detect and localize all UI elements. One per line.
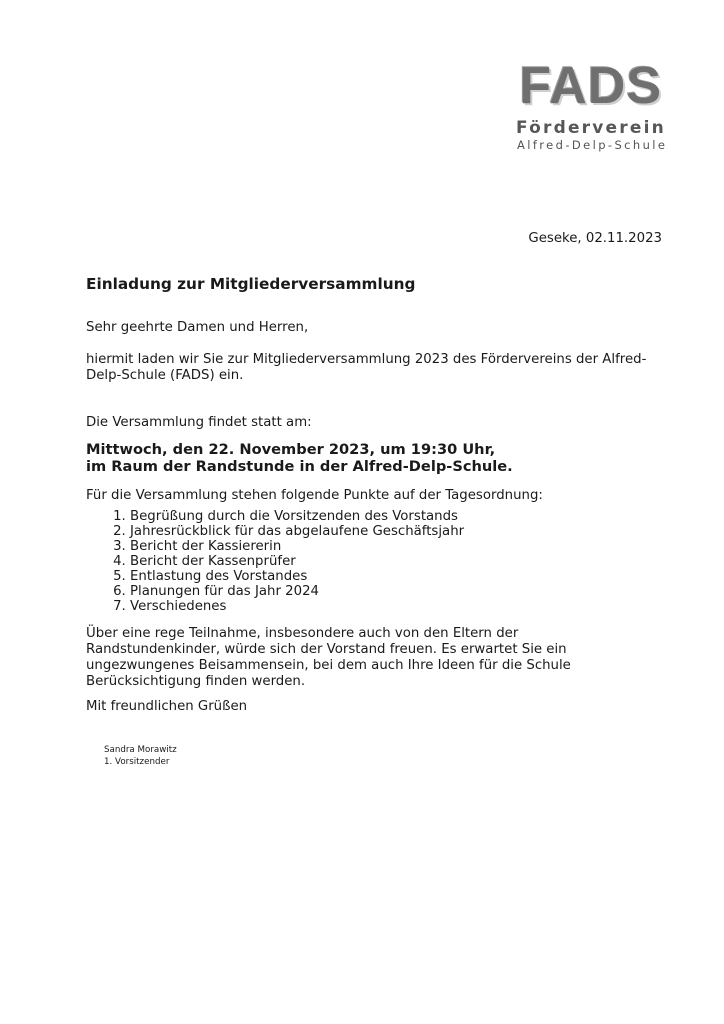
intro-paragraph: hiermit laden wir Sie zur Mitgliederversammlung 2023 des Fördervereins der Alfred-Delp-Schule (FADS) ein. (86, 352, 647, 383)
agenda-item: 4. Bericht der Kassenprüfer (130, 554, 464, 569)
signature-name: Sandra Morawitz (104, 745, 177, 755)
logo-wordmark: FADS (519, 57, 662, 115)
signature-role: 1. Vorsitzender (104, 757, 170, 767)
agenda-item: 7. Verschiedenes (130, 599, 464, 614)
greeting: Mit freundlichen Grüßen (86, 699, 248, 714)
salutation: Sehr geehrte Damen und Herren, (86, 320, 309, 335)
letter-title: Einladung zur Mitgliederversammlung (86, 275, 416, 293)
logo-subtitle: Förderverein (516, 118, 666, 138)
agenda-intro: Für die Versammlung stehen folgende Punkte auf der Tagesordnung: (86, 488, 543, 503)
venue-intro: Die Versammlung findet statt am: (86, 415, 312, 430)
agenda-list (92, 509, 464, 614)
letter-date: Geseke, 02.11.2023 (528, 231, 662, 246)
agenda-item: 3. Bericht der Kassiererin (130, 539, 464, 554)
closing-paragraph: Über eine rege Teilnahme, insbesondere auch von den Eltern der Randstundenkinder, würde sich der Vorstand freuen. Es erwartet Sie ein ungezwungenes Beisammensein, bei dem auch Ihre Ideen für die Schule Berücksichtigung finden werden. (86, 626, 571, 689)
event-location-line: im Raum der Randstunde in der Alfred-Delp-Schule. (86, 458, 513, 475)
agenda-item: 6. Planungen für das Jahr 2024 (130, 584, 464, 599)
agenda-item: 5. Entlastung des Vorstandes (130, 569, 464, 584)
agenda-item: 2. Jahresrückblick für das abgelaufene Geschäftsjahr (130, 524, 464, 539)
fads-logo (508, 57, 668, 156)
logo-school-name: Alfred-Delp-Schule (517, 138, 668, 152)
agenda-item: 1. Begrüßung durch die Vorsitzenden des Vorstands (130, 509, 464, 524)
event-date-line: Mittwoch, den 22. November 2023, um 19:30 Uhr, (86, 441, 496, 458)
